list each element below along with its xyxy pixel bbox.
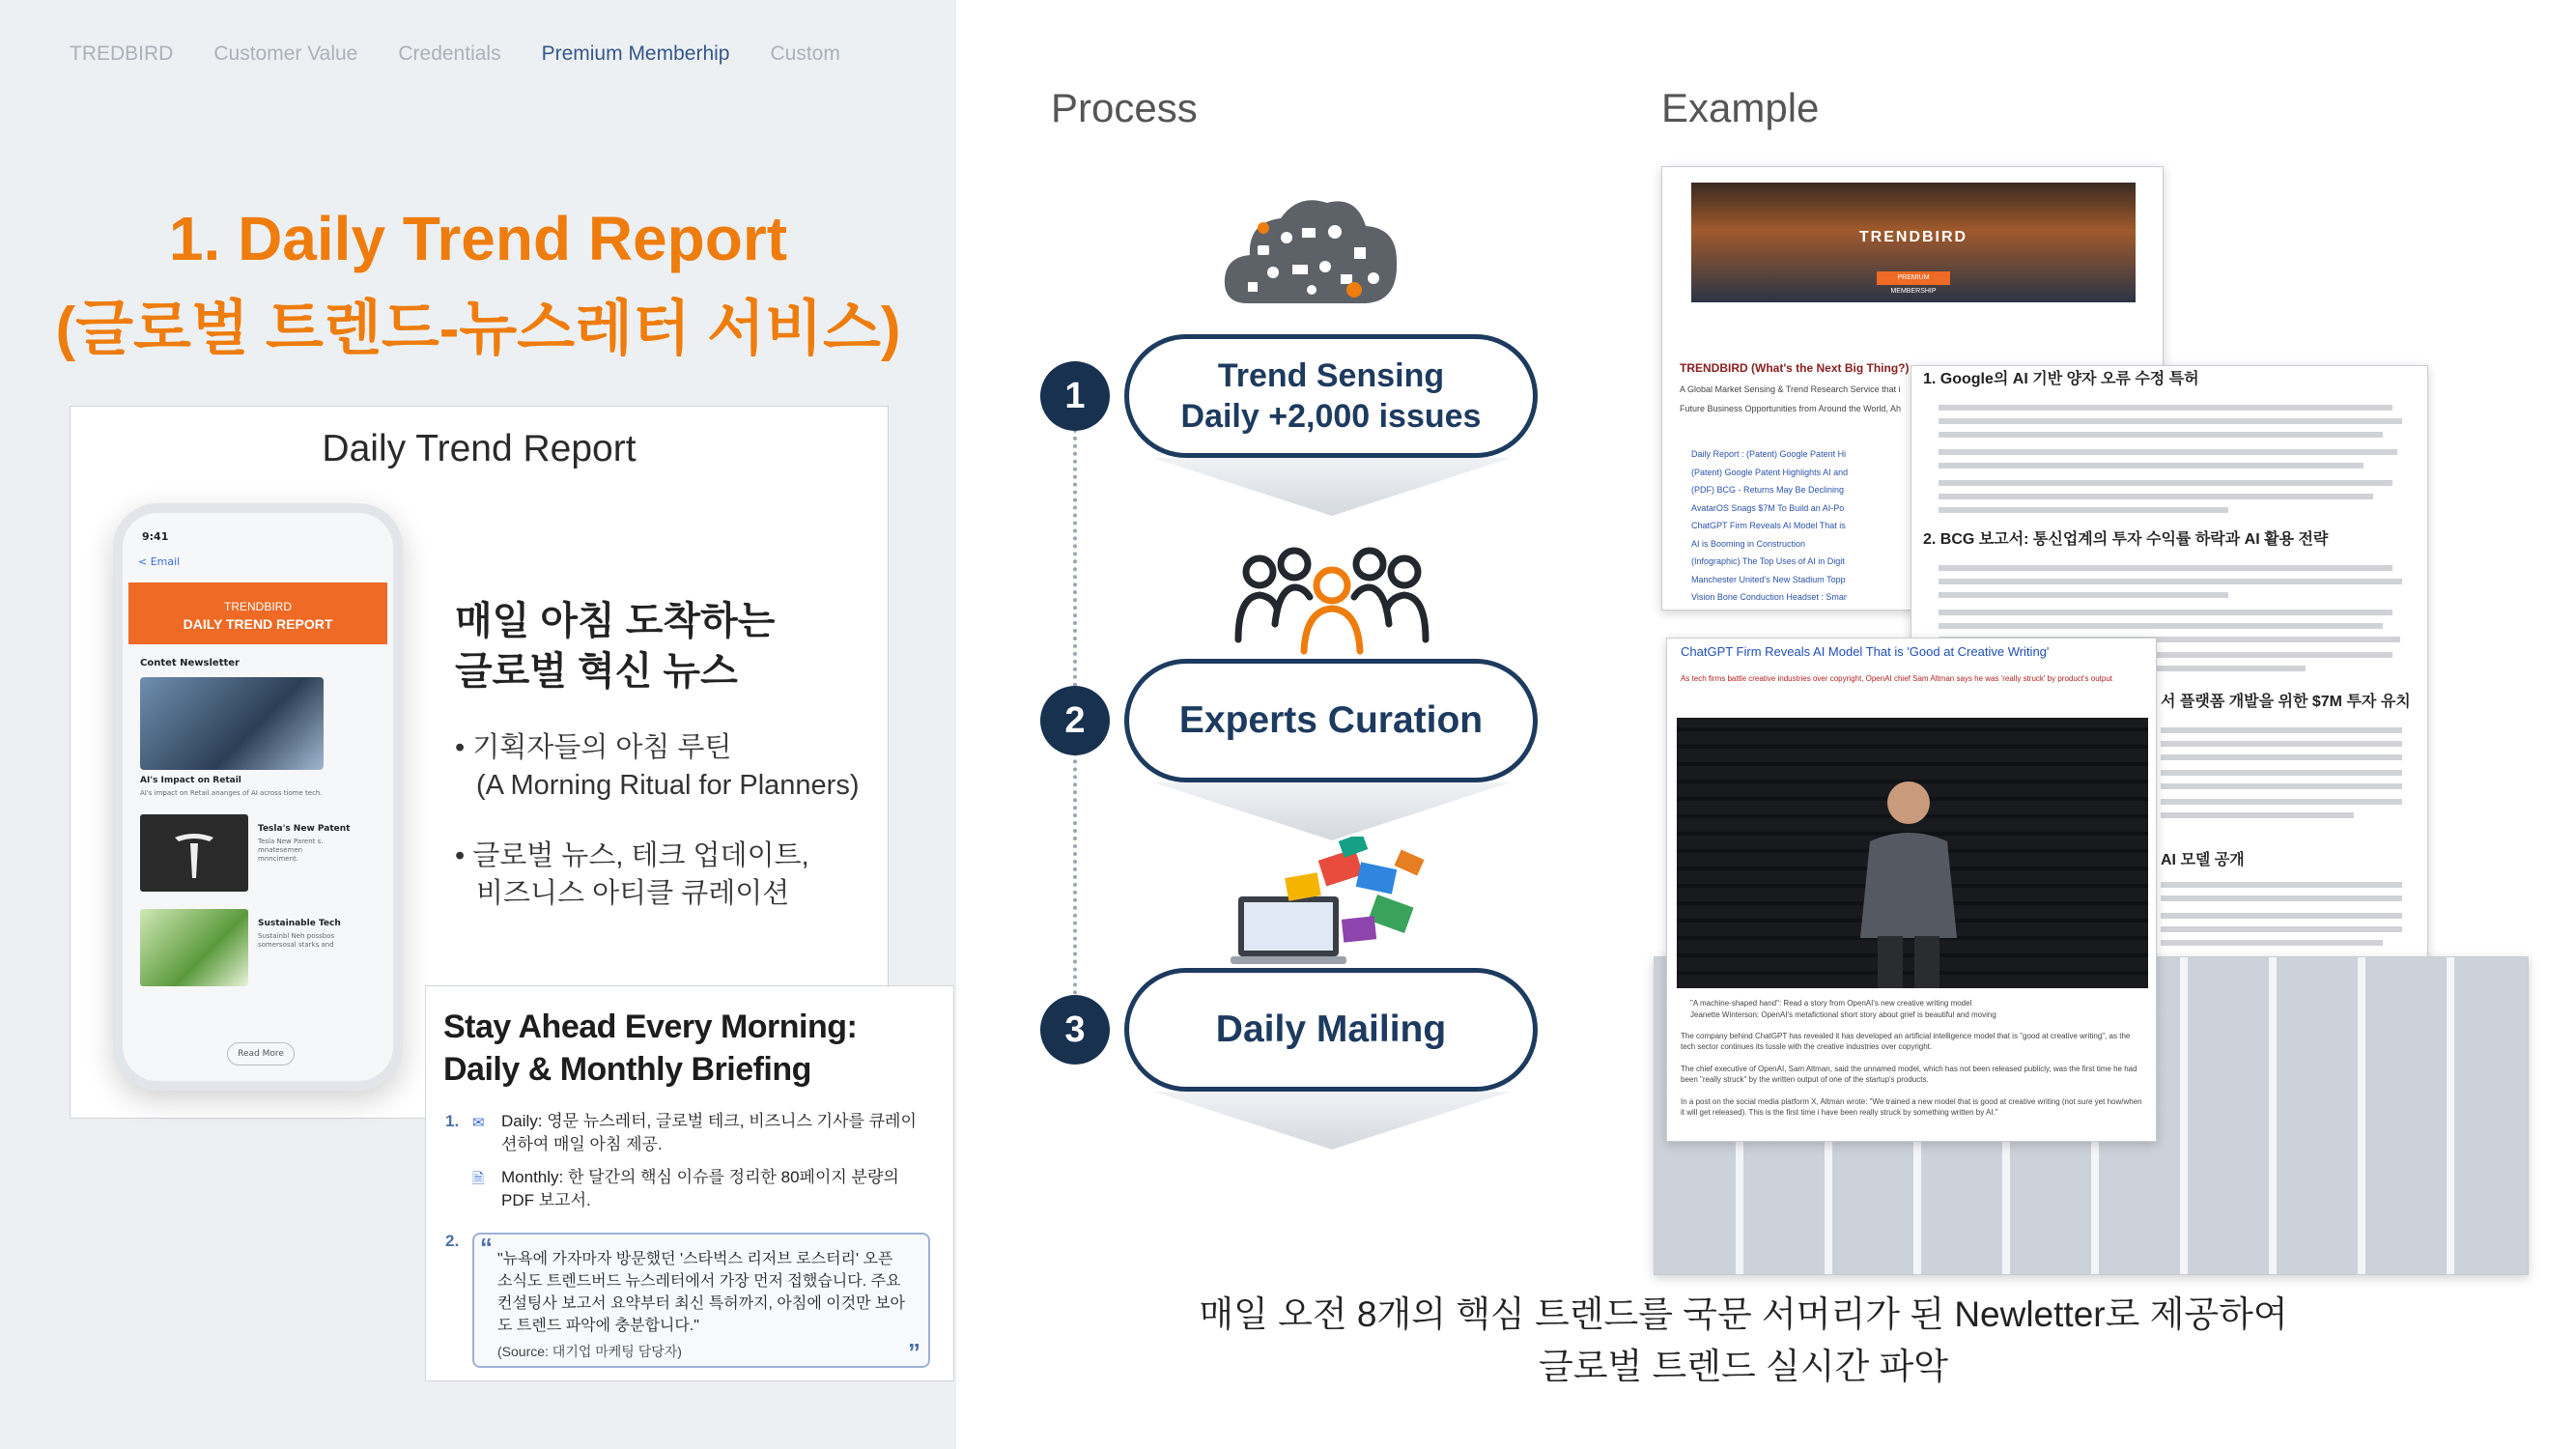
left-panel <box>0 0 956 1449</box>
tesla-logo-thumb <box>140 814 248 892</box>
briefing-card <box>425 985 954 1381</box>
newsletter-sub: A Global Market Sensing & Trend Research Service that i <box>1680 384 1901 394</box>
article-summary: Sustainbl Neh possbos somersosal starks and <box>258 932 335 949</box>
article-image-ai-retail <box>140 677 324 770</box>
bullet-text: 비즈니스 아티클 큐레이션 <box>476 878 790 909</box>
bullet-morning-routine <box>455 729 860 805</box>
card-headline <box>455 596 775 696</box>
nav-item-tredbird[interactable]: TREDBIRD <box>70 43 174 65</box>
briefing-item-monthly <box>445 1166 938 1214</box>
step-number-2: 2 <box>1040 686 1110 755</box>
testimonial-quote <box>472 1233 930 1368</box>
bullet-text: • 기획자들의 아침 루틴 <box>455 732 732 763</box>
document-icon: 🗎 <box>472 1171 485 1187</box>
nav-item-custom[interactable]: Custom <box>770 43 840 65</box>
phone-mockup <box>113 503 403 1091</box>
list-item[interactable]: AvatarOS Snags $7M To Build an AI-Po <box>1691 502 1845 513</box>
hero-subtitle: (글로벌 트렌드-뉴스레터 서비스) <box>55 296 901 362</box>
chevron-down-icon <box>1153 458 1511 516</box>
quote-open-icon: “ <box>480 1233 493 1262</box>
article-standfirst: As tech firms battle creative industries over copyright, OpenAI chief Sam Altman says he was 'really struck' by product's output <box>1681 674 2112 683</box>
article-title: AI's Impact on Retail <box>140 776 241 785</box>
article-paragraph: In a post on the social media platform X, Altman wrote: "We trained a new model that is good at creative writing (not sure yet how/when it will get released). This is the first time i have been really struck by something written by AI." <box>1681 1097 2142 1117</box>
caption-line-2: 글로벌 트렌드 실시간 파악 <box>1538 1347 1948 1386</box>
list-item[interactable]: (PDF) BCG - Returns May Be Declining <box>1691 485 1845 495</box>
summary-heading: 2. BCG 보고서: 통신업계의 투자 수익률 하락과 AI 활용 전략 <box>1923 531 2329 548</box>
nav-item-customer-value[interactable]: Customer Value <box>213 43 358 65</box>
briefing-title-line-2: Daily & Monthly Briefing <box>443 1051 811 1088</box>
list-number: 2. <box>445 1232 460 1250</box>
banner-badge: PREMIUM MEMBERSHIP <box>1877 271 1950 285</box>
speaker-figure <box>1851 774 1967 988</box>
summary-heading: 서 플랫폼 개발을 위한 $7M 투자 유치 <box>2161 694 2411 710</box>
banner-brand: TRENDBIRD <box>1858 229 1968 245</box>
list-item[interactable]: (Patent) Google Patent Highlights AI and <box>1691 467 1849 477</box>
article-summary: Tesla New Parent s. mnatesemen mnnciment. <box>258 838 324 863</box>
chevron-down-icon <box>1153 782 1511 840</box>
process-label: Process <box>1051 85 1198 130</box>
article-bullet: Jeanette Winterson: OpenAI's metafictional short story about grief is beautiful and moving <box>1690 1010 1996 1019</box>
phone-banner <box>128 582 387 644</box>
phone-section-title: Contet Newsletter <box>140 658 240 668</box>
read-more-button[interactable]: Read More <box>227 1042 295 1065</box>
article-title: Sustainable Tech <box>258 919 341 928</box>
list-item[interactable]: Vision Bone Conduction Headset : Smar <box>1691 592 1847 602</box>
bullet-text: • 글로벌 뉴스, 테크 업데이트, <box>455 840 809 871</box>
example-article <box>1666 638 2157 1142</box>
card-title: Daily Trend Report <box>322 428 637 469</box>
article-headline[interactable]: ChatGPT Firm Reveals AI Model That is 'Good at Creative Writing' <box>1681 644 2050 659</box>
list-item[interactable]: AI is Booming in Construction <box>1691 538 1806 549</box>
list-item[interactable]: ChatGPT Firm Reveals AI Model That is <box>1691 521 1846 530</box>
article-bullet: "A machine-shaped hand": Read a story from OpenAI's new creative writing model <box>1690 999 1972 1008</box>
bullet-text: (A Morning Ritual for Planners) <box>476 770 860 801</box>
article-title: Tesla's New Patent <box>258 824 351 834</box>
cloud-icon <box>1219 189 1402 319</box>
briefing-title <box>443 1006 857 1091</box>
headline-line-1: 매일 아침 도착하는 <box>455 600 776 642</box>
step-daily-mailing <box>1124 968 1538 1092</box>
caption-line-1: 매일 오전 8개의 핵심 트렌드를 국문 서머리가 된 Newletter로 제공하여 <box>1199 1294 2288 1334</box>
sustainable-tech-thumb <box>140 909 248 986</box>
step-title: Experts Curation <box>1178 699 1484 741</box>
article-paragraph: The chief executive of OpenAI, Sam Altman, said the unnamed model, which has not been released publicly, was the first time he had been "really struck" by the written output of one of the startup's products. <box>1681 1065 2137 1084</box>
quote-source: (Source: 대기업 마케팅 담당자) <box>497 1344 682 1359</box>
article-video-frame[interactable] <box>1677 718 2148 988</box>
phone-banner-brand: TRENDBIRD <box>223 600 292 613</box>
newsletter-heading: TRENDBIRD (What's the Next Big Thing?) <box>1680 361 1910 375</box>
example-label: Example <box>1661 85 1820 130</box>
hero-title: 1. Daily Trend Report <box>168 204 788 273</box>
summary-heading: AI 모델 공개 <box>2161 852 2245 868</box>
nav-item-premium-membership[interactable]: Premium Memberhip <box>541 43 730 65</box>
list-item[interactable]: Manchester United's New Stadium Topp <box>1691 574 1846 584</box>
quote-close-icon: ” <box>908 1338 920 1367</box>
email-icon: ✉ <box>472 1115 485 1131</box>
briefing-item-daily <box>445 1110 938 1158</box>
briefing-title-line-1: Stay Ahead Every Morning: <box>443 1009 858 1045</box>
step-experts-curation <box>1124 659 1538 782</box>
nav-item-credentials[interactable]: Credentials <box>398 43 501 65</box>
step-trend-sensing <box>1124 334 1538 458</box>
article-summary: AI's impact on Retail ananges of AI across tiome tech. <box>140 789 323 797</box>
quote-text: "뉴욕에 가자마자 방문했던 '스타벅스 리저브 로스터리' 오픈 소식도 트렌드버드 뉴스레터에서 가장 먼저 접했습니다. 주요 컨설팅사 보고서 요약부터 최신 특허까지, 아침에 이것만 보아도 트렌드 파악에 충분합니다." <box>497 1251 905 1334</box>
summary-heading: 1. Google의 AI 기반 양자 오류 수정 특허 <box>1923 371 2199 387</box>
briefing-text: Monthly: 한 달간의 핵심 이슈를 정리한 80페이지 분량의 PDF 보고서. <box>501 1168 899 1209</box>
step-title: Trend Sensing <box>1217 357 1445 394</box>
newsletter-sub: Future Business Opportunities from Around the World, Ah <box>1680 404 1901 413</box>
newsletter-link-list <box>1691 445 1848 607</box>
phone-banner-title: DAILY TREND REPORT <box>183 616 333 632</box>
newsletter-banner <box>1691 183 2136 302</box>
article-paragraph: The company behind ChatGPT has revealed it has developed an artificial intelligence model that is "good at creative writing", as the tech sector continues its tussle with the creative industries over copyright. <box>1681 1032 2131 1051</box>
chevron-down-icon <box>1153 1092 1511 1150</box>
headline-line-2: 글로벌 혁신 뉴스 <box>455 650 738 693</box>
step-number-3: 3 <box>1040 995 1110 1065</box>
people-icon <box>1231 547 1433 655</box>
step-number-1: 1 <box>1040 361 1110 431</box>
mail-icon <box>1227 837 1430 968</box>
list-number: 1. <box>445 1112 460 1130</box>
list-item[interactable]: (Infographic) The Top Uses of AI in Digit <box>1691 556 1845 566</box>
phone-back-link[interactable]: < Email <box>138 555 181 568</box>
phone-time: 9:41 <box>142 530 169 543</box>
list-item[interactable]: Daily Report : (Patent) Google Patent Hi <box>1691 449 1847 459</box>
briefing-text: Daily: 영문 뉴스레터, 글로벌 테크, 비즈니스 기사를 큐레이션하여 매일 아침 제공. <box>501 1112 917 1153</box>
step-title: Daily Mailing <box>1215 1009 1447 1050</box>
top-nav <box>70 43 840 66</box>
bullet-curation <box>455 838 809 913</box>
step-subtitle: Daily +2,000 issues <box>1180 398 1482 435</box>
